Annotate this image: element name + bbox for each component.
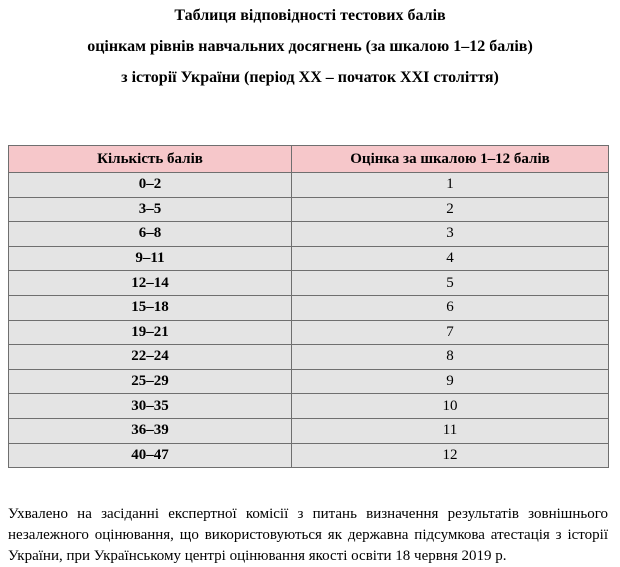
table-row [9,246,609,271]
points-cell: 36–39 [9,418,292,443]
table-row [9,418,609,443]
grade-cell: 1 [292,173,609,198]
header-grade: Оцінка за шкалою 1–12 балів [292,146,609,173]
points-cell: 25–29 [9,369,292,394]
table-row [9,443,609,468]
points-cell: 12–14 [9,271,292,296]
title-line-2: оцінкам рівнів навчальних досягнень (за шкалою 1–12 балів) [87,38,533,55]
grade-cell: 3 [292,222,609,247]
title-line-3: з історії України (період ХХ – початок ХХІ століття) [121,69,499,86]
approval-note: Ухвалено на засіданні експертної комісії з питань визначення результатів зовнішнього незалежного оцінювання, що використовуються як державна підсумкова атестація з історії України, при Українському центрі оцінювання якості освіти 18 червня 2019 р. [8,506,608,564]
grade-cell: 7 [292,320,609,345]
table-row [9,369,609,394]
grade-cell: 12 [292,443,609,468]
table-row [9,173,609,198]
table-row [9,394,609,419]
points-cell: 30–35 [9,394,292,419]
document-title [0,6,620,99]
grade-cell: 10 [292,394,609,419]
table-row [9,271,609,296]
grade-cell: 5 [292,271,609,296]
title-line-1: Таблиця відповідності тестових балів [174,7,446,24]
points-cell: 15–18 [9,295,292,320]
header-points: Кількість балів [9,146,292,173]
table-row [9,320,609,345]
table-header-row [9,146,609,173]
grade-cell: 2 [292,197,609,222]
grade-cell: 4 [292,246,609,271]
points-cell: 3–5 [9,197,292,222]
table-body [9,173,609,468]
points-cell: 22–24 [9,345,292,370]
table-row [9,295,609,320]
table-row [9,197,609,222]
table-header [9,146,609,173]
points-cell: 0–2 [9,173,292,198]
points-cell: 40–47 [9,443,292,468]
table-row [9,345,609,370]
points-cell: 19–21 [9,320,292,345]
table-row [9,222,609,247]
grade-cell: 9 [292,369,609,394]
grade-cell: 11 [292,418,609,443]
grade-cell: 6 [292,295,609,320]
score-conversion-table [8,145,609,468]
points-cell: 6–8 [9,222,292,247]
points-cell: 9–11 [9,246,292,271]
grade-cell: 8 [292,345,609,370]
